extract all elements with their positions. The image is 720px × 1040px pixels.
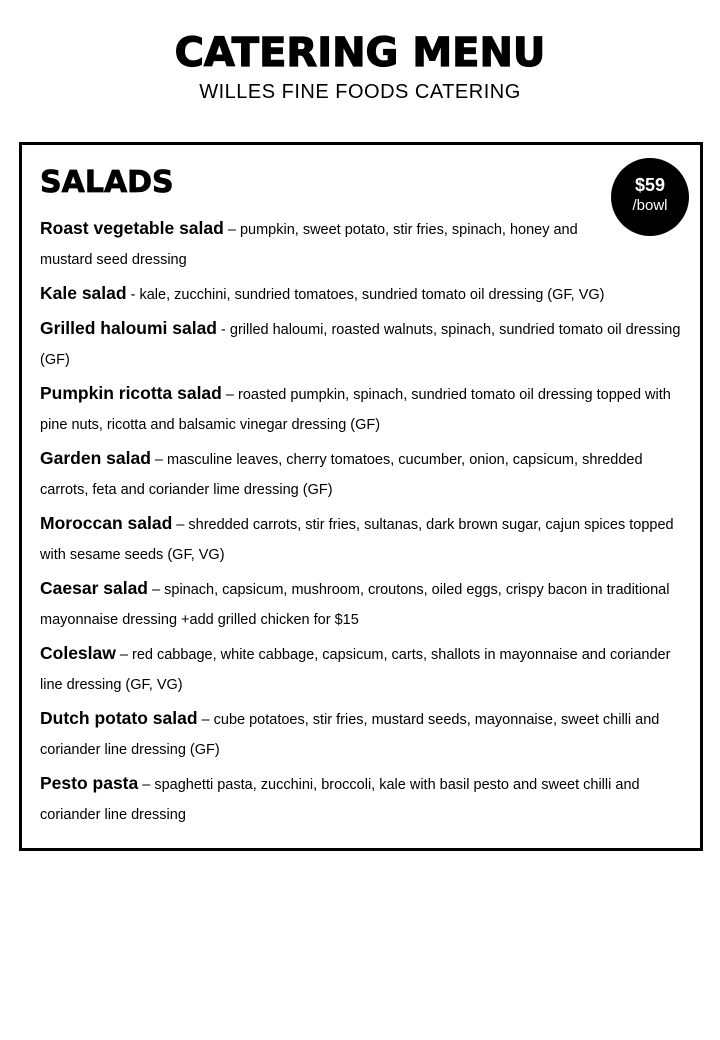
menu-item-separator: - (217, 322, 230, 338)
menu-item-description: cube potatoes, stir fries, mustard seeds, mayonnaise, sweet chilli and coriander line dressing (GF) (40, 712, 660, 758)
menu-item-description: spinach, capsicum, mushroom, croutons, oiled eggs, crispy bacon in traditional mayonnaise dressing +add grilled chicken for $15 (40, 582, 670, 628)
section-title: SALADS (40, 165, 174, 200)
menu-item-description: grilled haloumi, roasted walnuts, spinach, sundried tomato oil dressing (GF) (40, 322, 681, 368)
menu-item (40, 213, 685, 275)
menu-item-description: roasted pumpkin, spinach, sundried tomato oil dressing topped with pine nuts, ricotta and balsamic vinegar dressing (GF) (40, 387, 671, 433)
menu-item-separator: – (148, 582, 165, 598)
menu-item-description: shredded carrots, stir fries, sultanas, dark brown sugar, cajun spices topped with sesame seeds (GF, VG) (40, 517, 674, 563)
menu-item-list (40, 213, 685, 830)
price-amount: $59 (634, 175, 666, 195)
menu-item-description: masculine leaves, cherry tomatoes, cucumber, onion, capsicum, shredded carrots, feta and coriander lime dressing (GF) (40, 452, 643, 498)
menu-item (40, 378, 685, 440)
page-subtitle: WILLES FINE FOODS CATERING (199, 81, 521, 103)
menu-item (40, 278, 685, 310)
menu-item-name: Grilled haloumi salad (40, 318, 217, 338)
menu-item-name: Kale salad (40, 283, 127, 303)
menu-item-name: Coleslaw (40, 643, 116, 663)
menu-item (40, 768, 685, 830)
menu-item-description: spaghetti pasta, zucchini, broccoli, kale with basil pesto and sweet chilli and coriander line dressing (40, 777, 640, 823)
price-unit: /bowl (632, 197, 668, 214)
menu-item-separator: – (115, 647, 132, 663)
salads-menu-box (19, 142, 703, 851)
menu-item-separator: – (150, 452, 168, 468)
menu-item-name: Caesar salad (40, 578, 148, 598)
page-title: CATERING MENU (174, 30, 546, 76)
menu-item-separator: – (138, 777, 155, 793)
menu-item-description: kale, zucchini, sundried tomatoes, sundried tomato oil dressing (GF, VG) (139, 287, 605, 303)
menu-item-name: Dutch potato salad (40, 708, 198, 728)
menu-item (40, 638, 685, 700)
menu-item-separator: – (223, 222, 240, 238)
menu-item-name: Moroccan salad (40, 513, 173, 533)
menu-item-separator: - (126, 287, 140, 303)
menu-item-description: red cabbage, white cabbage, capsicum, carts, shallots in mayonnaise and coriander line dressing (GF, VG) (40, 647, 671, 693)
menu-item-separator: – (197, 712, 214, 728)
menu-item (40, 313, 685, 375)
menu-item-description: pumpkin, sweet potato, stir fries, spinach, honey and mustard seed dressing (40, 222, 578, 268)
menu-item (40, 443, 685, 505)
menu-item-separator: – (221, 387, 238, 403)
menu-item-name: Roast vegetable salad (40, 218, 224, 238)
menu-item-separator: – (172, 517, 189, 533)
menu-item-name: Pumpkin ricotta salad (40, 383, 222, 403)
menu-item-name: Garden salad (40, 448, 151, 468)
menu-item (40, 508, 685, 570)
menu-item-name: Pesto pasta (40, 773, 139, 793)
menu-item (40, 703, 685, 765)
menu-item (40, 573, 685, 635)
